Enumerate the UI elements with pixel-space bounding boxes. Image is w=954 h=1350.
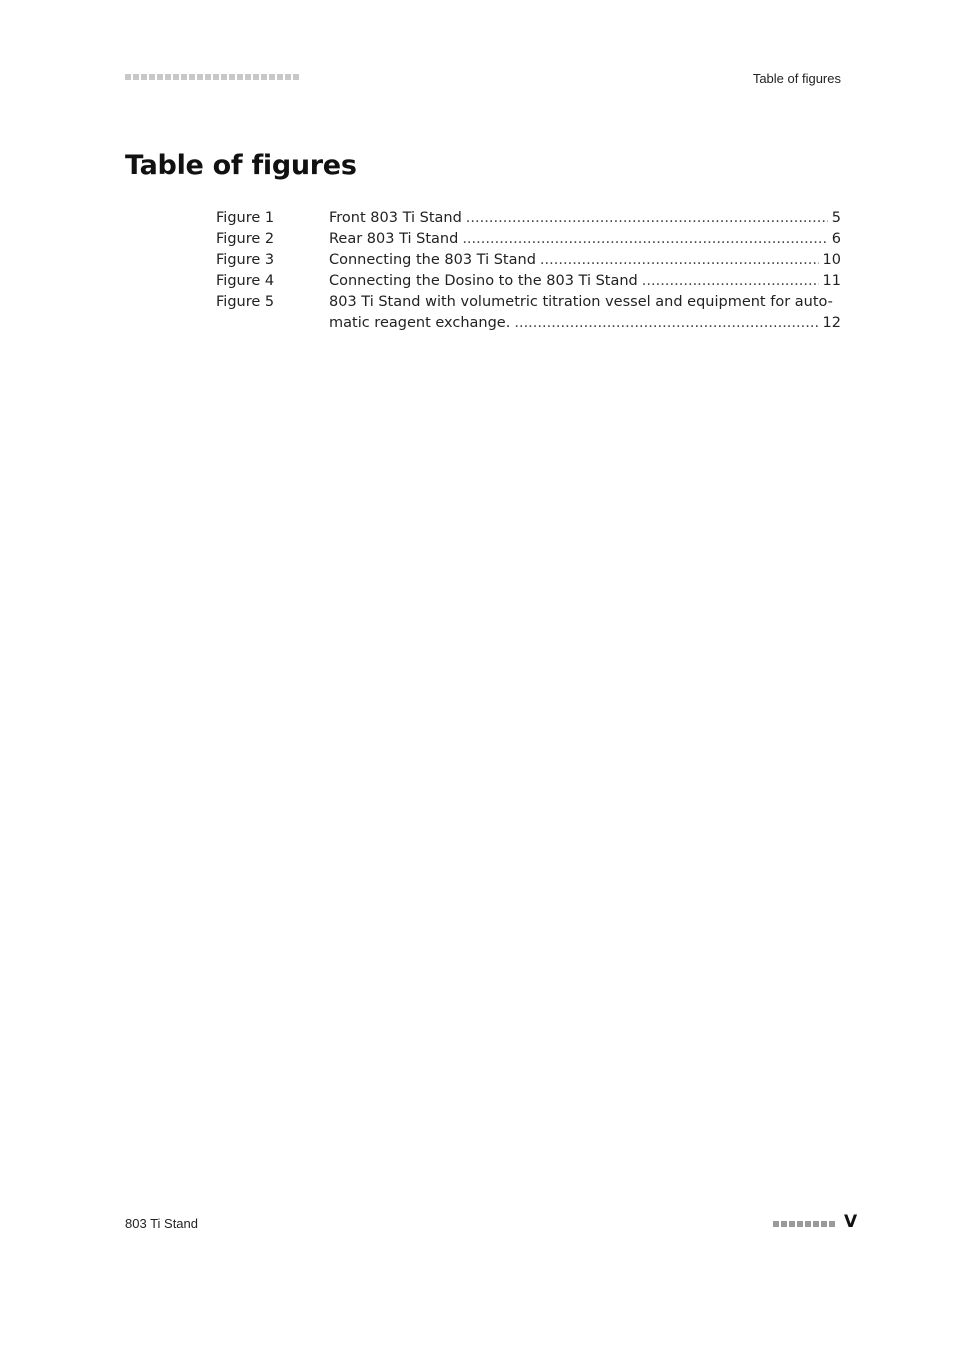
figure-title-line-2: matic reagent exchange. xyxy=(329,315,511,331)
figure-label: Figure 2 xyxy=(216,231,275,247)
figure-title: Connecting the 803 Ti Stand xyxy=(329,252,536,268)
running-header-title: Table of figures xyxy=(752,71,841,86)
header-decoration xyxy=(125,74,299,80)
figure-label: Figure 1 xyxy=(216,210,275,226)
figure-page-number: 5 xyxy=(831,210,841,226)
footer-page-number: V xyxy=(844,1212,858,1232)
figure-label: Figure 4 xyxy=(216,273,275,289)
footer-decoration xyxy=(773,1221,835,1227)
figure-entry-5[interactable] xyxy=(216,292,841,334)
dot-leader xyxy=(514,313,818,334)
dot-leader xyxy=(466,208,828,229)
figure-title: Front 803 Ti Stand xyxy=(329,210,462,226)
footer-product-name: 803 Ti Stand xyxy=(125,1216,198,1231)
figure-label: Figure 5 xyxy=(216,294,275,310)
figure-page-number: 6 xyxy=(831,231,841,247)
figure-entry-1[interactable] xyxy=(216,208,841,229)
figure-title: Connecting the Dosino to the 803 Ti Stand xyxy=(329,273,638,289)
figure-page-number: 12 xyxy=(822,315,841,331)
figure-page-number: 11 xyxy=(822,273,841,289)
figure-title: Rear 803 Ti Stand xyxy=(329,231,459,247)
page-title: Table of figures xyxy=(125,150,357,181)
figure-page-number: 10 xyxy=(822,252,841,268)
figure-label: Figure 3 xyxy=(216,252,275,268)
figure-entry-4[interactable] xyxy=(216,271,841,292)
figure-list xyxy=(216,208,841,334)
dot-leader xyxy=(462,229,827,250)
dot-leader xyxy=(642,271,819,292)
dot-leader xyxy=(540,250,819,271)
figure-entry-2[interactable] xyxy=(216,229,841,250)
figure-entry-3[interactable] xyxy=(216,250,841,271)
figure-title-line-1: 803 Ti Stand with volumetric titration vessel and equipment for auto- xyxy=(329,294,833,310)
